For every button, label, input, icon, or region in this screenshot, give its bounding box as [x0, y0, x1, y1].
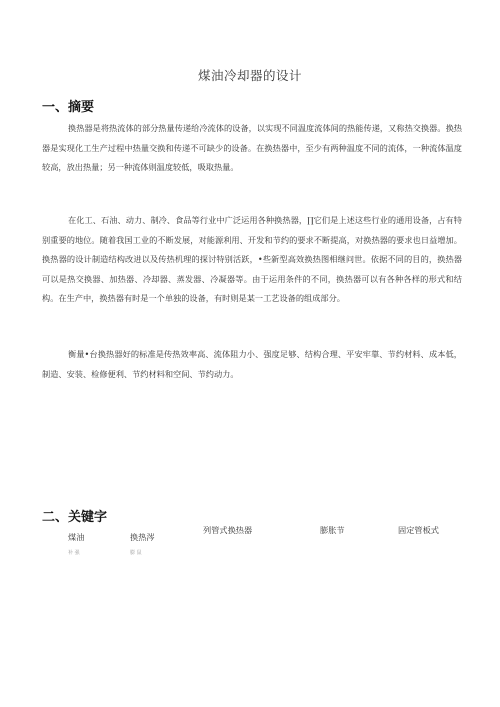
keyword-item: 列管式换热器	[203, 525, 253, 535]
keyword-item: 煤油	[68, 532, 85, 542]
abstract-paragraph-1: 换热器是将热流体的部分热量传递给冷流体的设备，以实现不同温度流体间的热能传递，又称热交换器。换热器是实现化工生产过程中热量交换和传递不可缺少的设备。在换热器中，至少有两种温度不同的流体，一种流体温度较高，放出热量；另一种流体则温度较低，吸取热量。	[42, 123, 462, 172]
abstract-paragraph-3: 衡量•台换热器好的标准是传热效率高、流体阻力小、强度足够、结构合理、平安牢靠、节约材料、成本低，制造、安装、检修便利、节约材料和空间、节约动力。	[42, 349, 462, 379]
page-title: 煤油冷却器的设计	[197, 68, 302, 83]
keyword-item: 固定管板式	[398, 525, 439, 535]
faint-keyword-item: 补 强	[68, 550, 80, 556]
abstract-paragraph-2: 在化工、石油、动力、制冷、食品等行业中广泛运用各种换热器，∏它们是上述这些行业的通用设备，占有特别重要的地位。随着我国工业的不断发展，对能源利用、开发和节约的要求不断提高，对换热器的要求也日益增加。换热器的设计制造结构改进以及传热机理的探讨特别活跃，•些新型高效换热图相继问世。依据不同的目的，换热器可以是热交换器、加热器、冷却器、蒸发器、冷凝器等。由于运用条件的不同，换热器可以有各种各样的形式和结构。在生产中，换热器有时是一个单独的设备，有时则是某一工艺设备的组成部分。	[42, 215, 462, 303]
keyword-item: 膨胀节	[320, 525, 345, 535]
section-heading-abstract: 一、摘要	[42, 100, 95, 115]
keyword-item: 换热涔	[130, 532, 155, 542]
faint-keyword-item: 膨 鼠	[130, 550, 142, 556]
section-heading-keywords: 二、关键字	[42, 510, 108, 525]
